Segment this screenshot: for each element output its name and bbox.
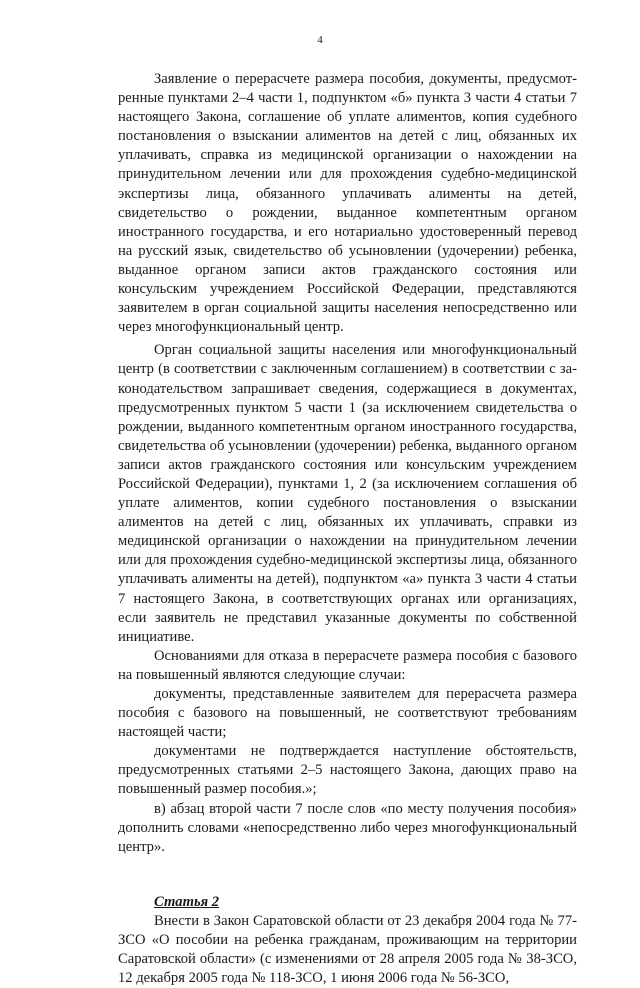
document-body xyxy=(118,70,577,988)
paragraph-article-2-text: Внести в Закон Саратовской области от 23 декабря 2004 года № 77-ЗСО «О пособии на ребенка гражданам, проживающим на территории Саратовской области» (с изменениями от 28 апреля 2005 года № 38-ЗСО, 12 декабря 2005 года № 118-ЗСО, 1 июня 2006 года № 56-ЗСО, xyxy=(118,912,577,987)
paragraph-agency-request: Орган социальной защиты населения или многофункциональный центр (в соответствии с заключенным соглашением) в соответствии с законодательством запрашивает сведения, содержащиеся в документах, предусмотренных пунктом 5 части 1 (за исключением свидетельства о рождении, выданного компетентным органом иностранного государства, свидетельства об усыновлении (удочерении) ребенка, выданного органом записи актов гражданского состояния или консульским учреждением Российской Федерации), пунктами 1, 2 (за исключением соглашения об уплате алиментов, копии судебного постановления о взыскании алиментов на детей с лиц, обязанных их уплачивать, справки из медицинской организации о нахождении на принудительном лечении или для прохождения судебно-медицинской экспертизы лица, обязанного уплачивать алименты на детей), подпунктом «а» пункта 3 части 4 статьи 7 настоящего Закона, в соответствующих органах или организациях, если заявитель не представил указанные документы по собственной инициативе. xyxy=(118,342,577,645)
paragraph-refusal-case-1: документы, представленные заявителем для перерасчета размера пособия с базового на повышенный, не соответствуют требованиям настоящей части; xyxy=(118,686,577,741)
page-number: 4 xyxy=(317,34,323,46)
paragraph-application-documents: Заявление о перерасчете размера пособия, документы, предусмотренные пунктами 2–4 части 1, подпунктом «б» пункта 3 части 4 статьи 7 настоящего Закона, соглашение об уплате алиментов, копия судебного постановления о взыскании алиментов на детей с лиц, обязанных их уплачивать, справка из медицинской организации о нахождении на принудительном лечении или для прохождения судебно-медицинской экспертизы лица, обязанного уплачивать алименты на детей, свидетельство о рождении, выданное компетентным органом иностранного государства, и его нотариально удостоверенный перевод на русский язык, свидетельство об усыновлении (удочерении) ребенка, выданное органом записи актов гражданского состояния или консульским учреждением Российской Федерации, представляются заявителем в орган социальной защиты населения непосредственно или через многофункциональный центр. xyxy=(118,71,577,336)
paragraph-amendment-v: в) абзац второй части 7 после слов «по месту получения пособия» дополнить словами «непосредственно либо через многофункциональный центр». xyxy=(118,800,577,855)
paragraph-refusal-grounds: Основаниями для отказа в перерасчете размера пособия с базового на повышенный являются следующие случаи: xyxy=(118,647,577,683)
article-heading: Статья 2 xyxy=(154,893,220,910)
paragraph-refusal-case-2: документами не подтверждается наступление обстоятельств, предусмотренных статьями 2–5 настоящего Закона, дающих право на повышенный размер пособия.»; xyxy=(118,743,577,798)
